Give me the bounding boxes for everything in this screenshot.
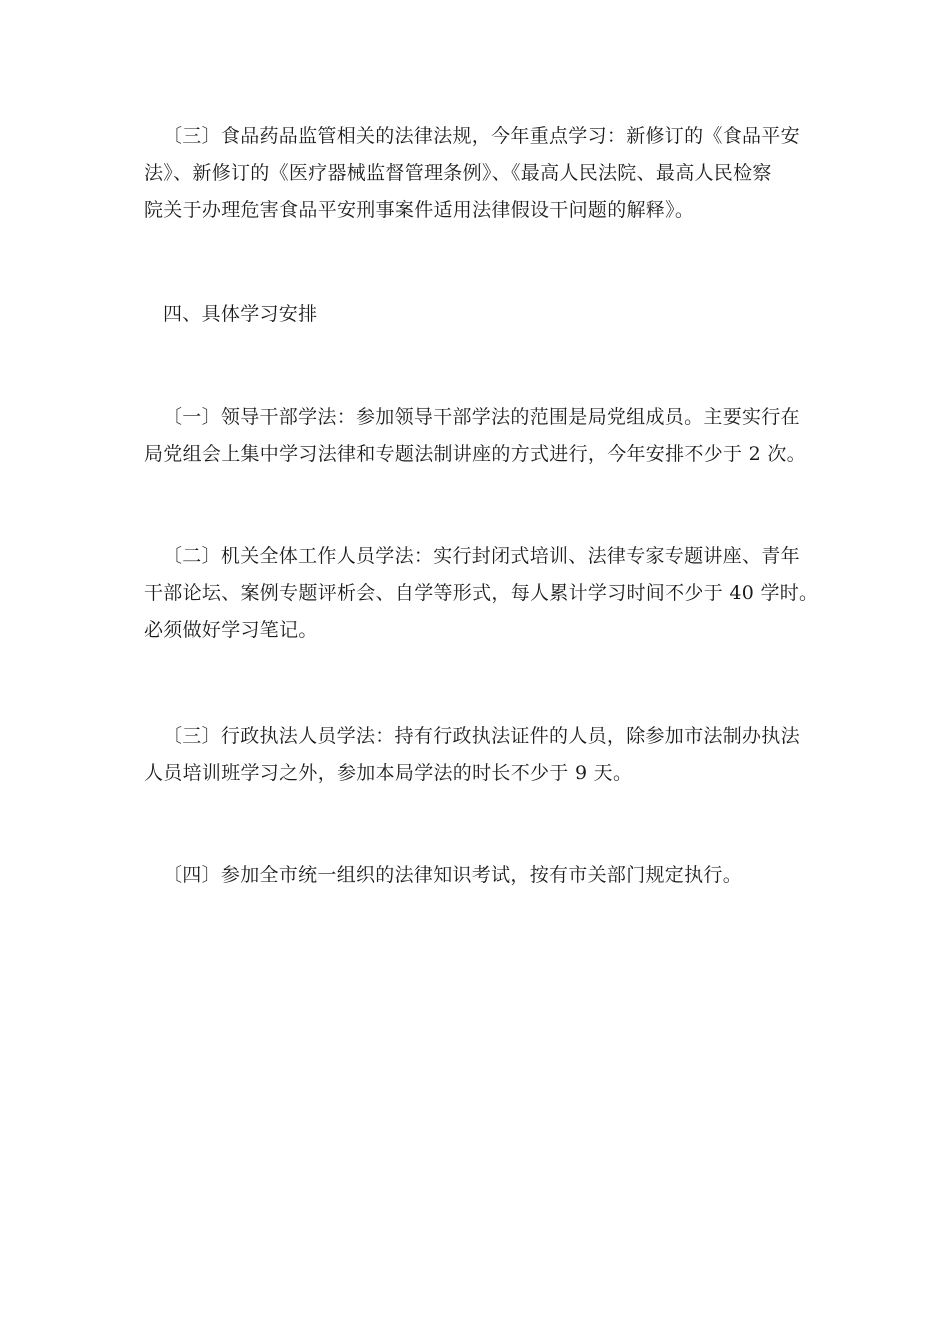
- section-heading-text: 四、具体学习安排: [163, 303, 318, 325]
- paragraph-exam: [144, 857, 804, 894]
- paragraph-line: 院关于办理危害食品平安刑事案件适用法律假设干问题的解释》。: [144, 199, 695, 221]
- paragraph-line: 〔三〕食品药品监管相关的法律法规，今年重点学习：新修订的《食品平安: [163, 125, 800, 147]
- paragraph-leaders-study: [144, 399, 804, 473]
- paragraph-line: 法》、新修订的《医疗器械监督管理条例》、《最高人民法院、最高人民检察: [144, 162, 772, 184]
- paragraph-line: 局党组会上集中学习法律和专题法制讲座的方式进行，今年安排不少于 2 次。: [144, 443, 806, 465]
- paragraph-line: 〔三〕行政执法人员学法：持有行政执法证件的人员，除参加市法制办执法: [163, 725, 800, 747]
- paragraph-line: 必须做好学习笔记。: [144, 619, 318, 641]
- paragraph-line: 〔一〕领导干部学法：参加领导干部学法的范围是局党组成员。主要实行在: [163, 406, 800, 428]
- paragraph-line: 〔四〕参加全市统一组织的法律知识考试，按有市关部门规定执行。: [163, 864, 743, 886]
- paragraph-food-drug-laws: [144, 118, 804, 229]
- paragraph-line: 人员培训班学习之外，参加本局学法的时长不少于 9 天。: [144, 762, 633, 784]
- paragraph-line: 干部论坛、案例专题评析会、自学等形式，每人累计学习时间不少于 40 学时。: [144, 582, 819, 604]
- paragraph-enforcement-study: [144, 718, 804, 792]
- paragraph-staff-study: [144, 538, 819, 649]
- section-heading: [144, 296, 804, 333]
- paragraph-line: 〔二〕机关全体工作人员学法：实行封闭式培训、法律专家专题讲座、青年: [163, 545, 800, 567]
